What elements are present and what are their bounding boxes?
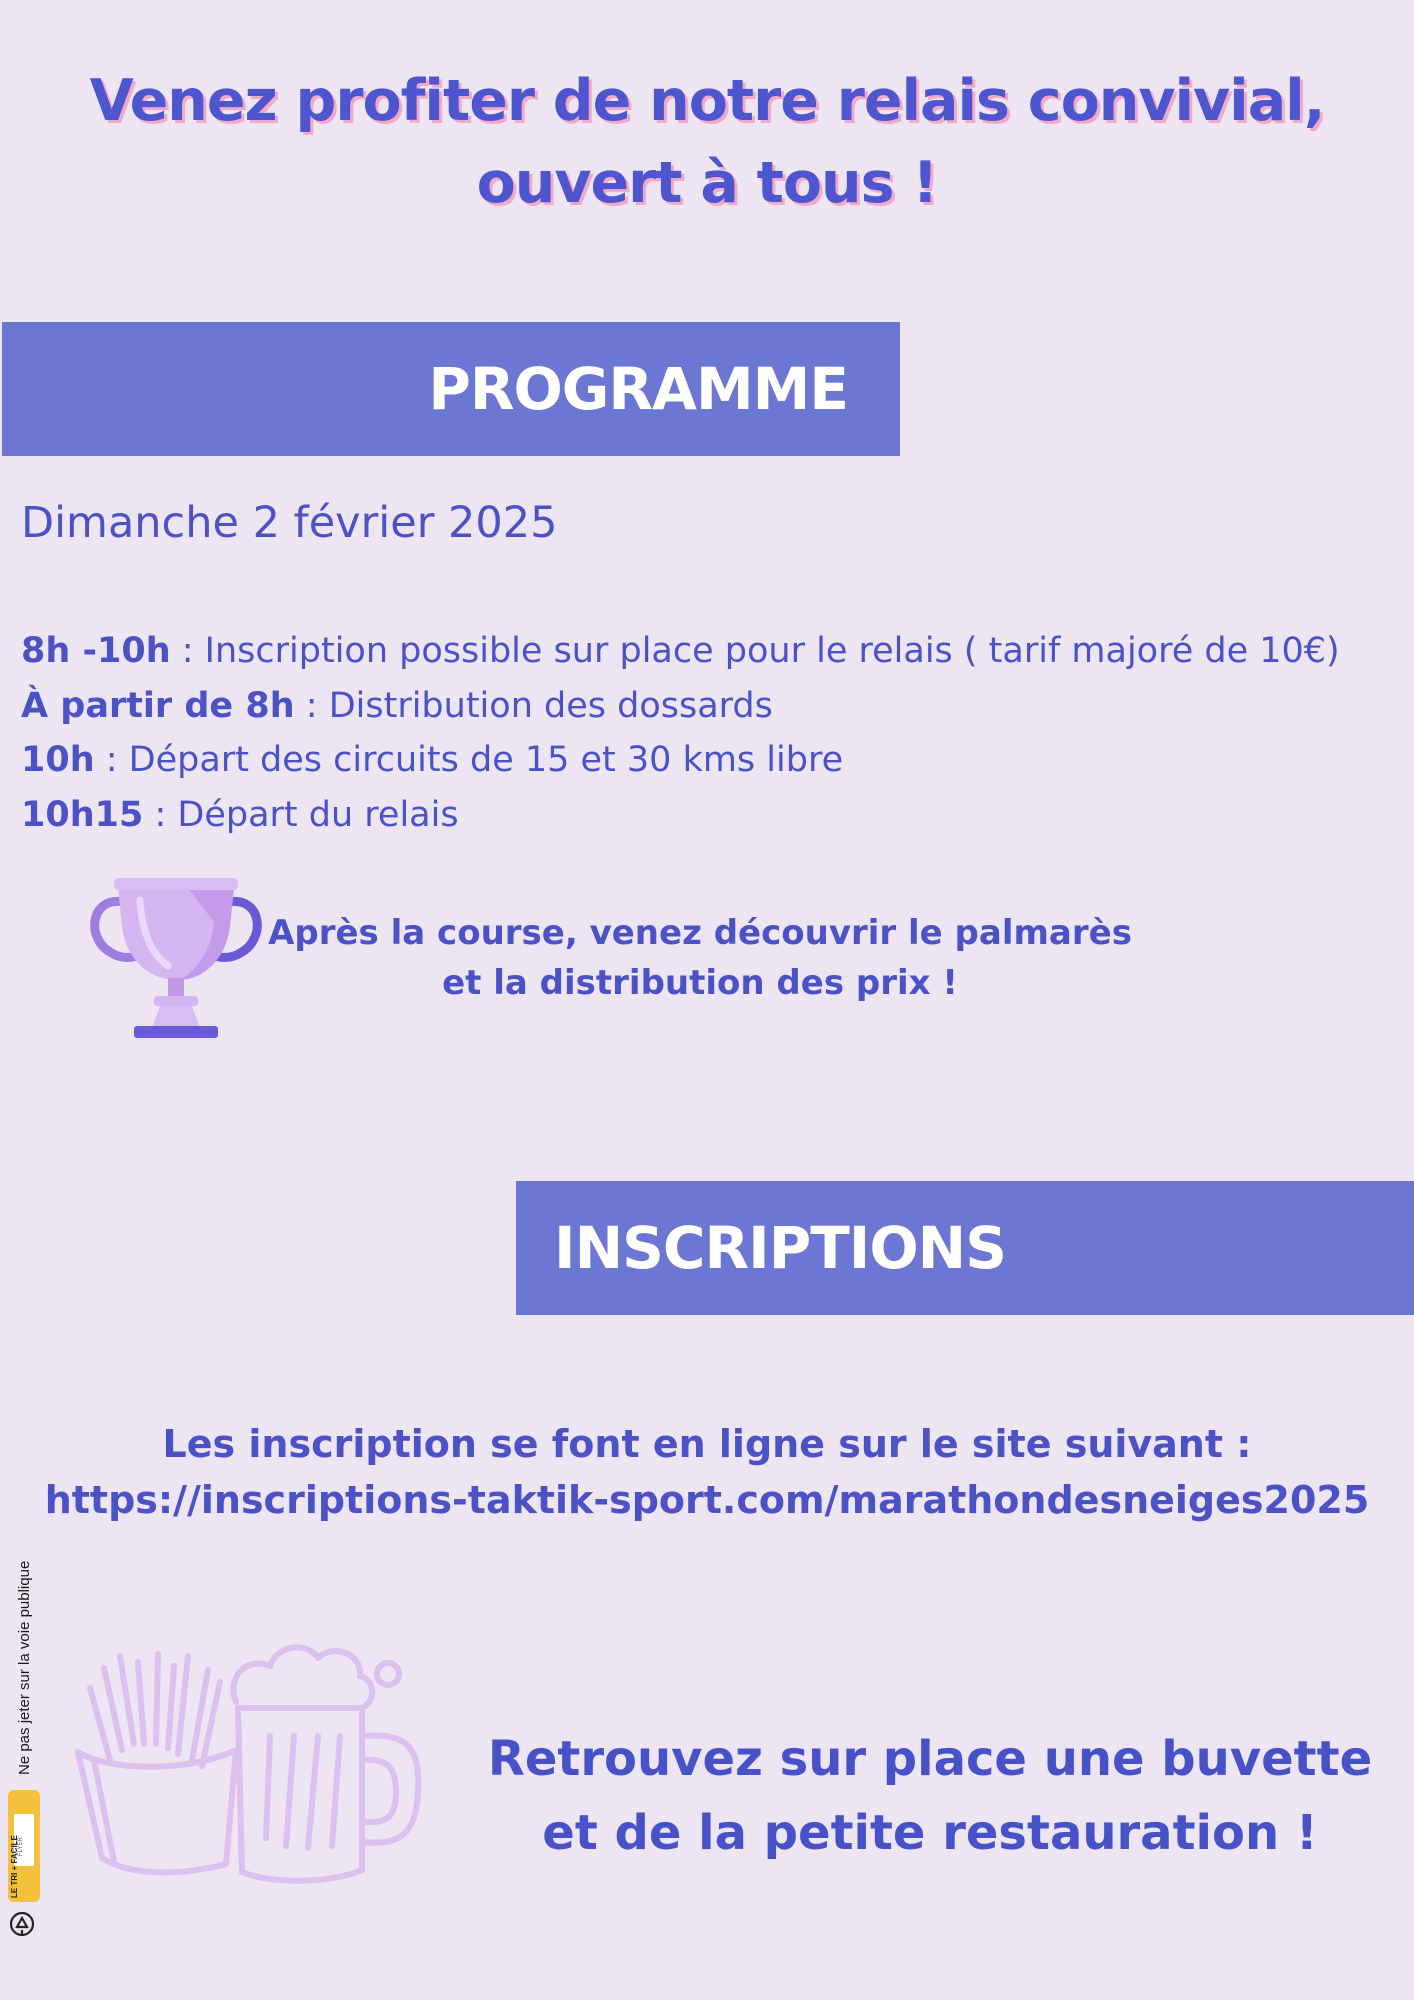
schedule-time: 10h xyxy=(21,740,95,780)
buvette-line-1: Retrouvez sur place une buvette xyxy=(487,1731,1373,1787)
schedule-row xyxy=(21,733,1340,788)
schedule-separator: : xyxy=(143,794,178,835)
schedule-separator: : xyxy=(94,740,129,780)
schedule-text: Départ des circuits de 15 et 30 kms libre xyxy=(128,740,844,780)
schedule-separator: : xyxy=(294,685,329,726)
schedule-time: 10h15 xyxy=(21,794,144,835)
inscriptions-heading-band xyxy=(516,1181,1414,1315)
buvette-line-2: et de la petite restauration ! xyxy=(542,1805,1318,1861)
fries-and-beer-icon xyxy=(70,1632,440,1888)
schedule-text: Distribution des dossards xyxy=(328,685,773,726)
triman-flyer-label: FLYER xyxy=(18,1837,24,1856)
triman-label: LE TRI + FACILE xyxy=(10,1835,19,1898)
inscriptions-url[interactable]: https://inscriptions-taktik-sport.com/marathondesneiges2025 xyxy=(44,1478,1370,1522)
schedule-time: 8h -10h xyxy=(21,631,171,671)
programme-heading-band xyxy=(2,322,900,456)
inscriptions-line: Les inscription se font en ligne sur le site suivant : xyxy=(162,1422,1252,1466)
side-note-text: Ne pas jeter sur la voie publique xyxy=(16,1560,33,1775)
inscriptions-info xyxy=(0,1416,1414,1528)
schedule-text: Inscription possible sur place pour le relais ( tarif majoré de 10€) xyxy=(204,631,1340,671)
triman-icon xyxy=(8,1910,36,1938)
awards-note-line-1: Après la course, venez découvrir le palmarès xyxy=(268,913,1132,953)
schedule-text: Départ du relais xyxy=(177,794,459,835)
schedule-row xyxy=(21,788,1340,843)
trophy-icon xyxy=(88,874,264,1044)
schedule-list xyxy=(21,624,1340,842)
headline xyxy=(0,60,1414,224)
headline-line-2: ouvert à tous ! xyxy=(476,150,938,216)
programme-heading: PROGRAMME xyxy=(428,355,848,423)
awards-note xyxy=(240,908,1160,1008)
schedule-separator: : xyxy=(170,631,205,671)
schedule-time: À partir de 8h xyxy=(21,685,295,726)
schedule-row xyxy=(21,624,1340,679)
awards-note-line-2: et la distribution des prix ! xyxy=(442,963,958,1003)
buvette-note xyxy=(480,1722,1380,1870)
event-date: Dimanche 2 février 2025 xyxy=(21,498,558,548)
inscriptions-heading: INSCRIPTIONS xyxy=(554,1214,1006,1282)
headline-line-1: Venez profiter de notre relais convivial, xyxy=(89,68,1325,134)
triman-logo xyxy=(8,1790,40,1902)
schedule-row xyxy=(21,679,1340,734)
